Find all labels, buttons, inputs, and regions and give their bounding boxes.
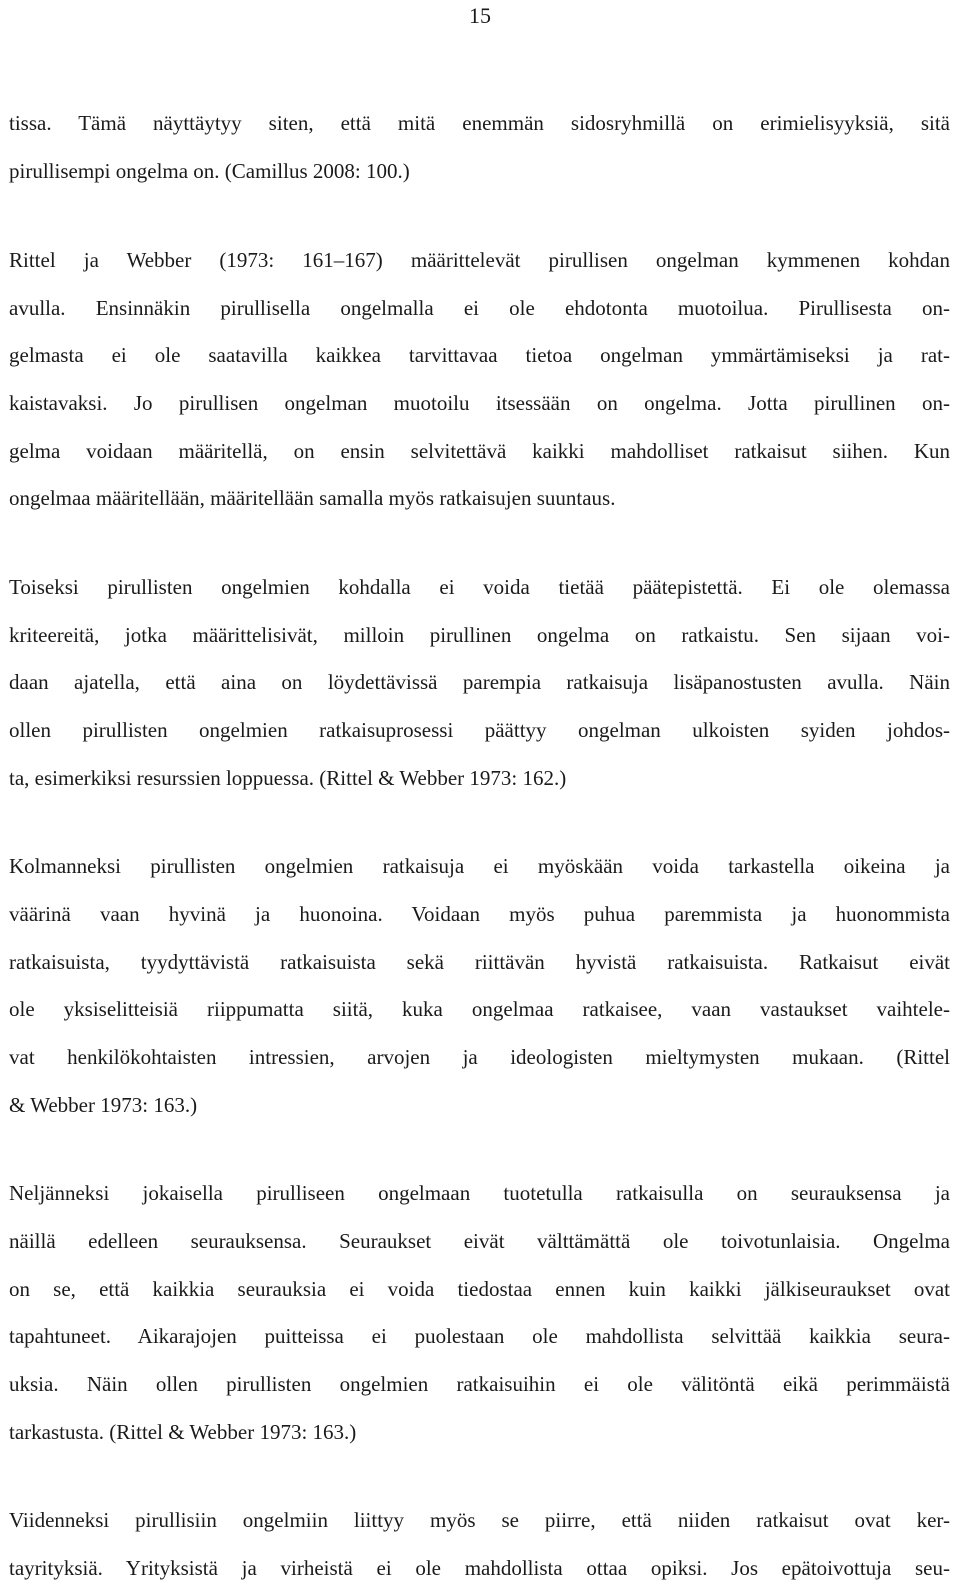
paragraph-5-line-2: näillä edelleen seurauksensa. Seuraukset eivät välttämättä ole toivotunlaisia. Ongelma xyxy=(9,1229,950,1253)
paragraph-2-line-2: avulla. Ensinnäkin pirullisella ongelmalla ei ole ehdotonta muotoilua. Pirullisesta on- xyxy=(9,296,950,320)
paragraph-5-line-1: Neljänneksi jokaisella pirulliseen ongelmaan tuotetulla ratkaisulla on seurauksensa ja xyxy=(9,1181,950,1205)
paragraph-3-line-3: daan ajatella, että aina on löydettävissä parempia ratkaisuja lisäpanostusten avulla. Näin xyxy=(9,670,950,694)
paragraph-3-line-2: kriteereitä, jotka määrittelisivät, milloin pirullinen ongelma on ratkaistu. Sen sijaan voi- xyxy=(9,623,950,647)
paragraph-2-line-4: kaistavaksi. Jo pirullisen ongelman muotoilu itsessään on ongelma. Jotta pirullinen on- xyxy=(9,391,950,415)
paragraph-1-line-1: tissa. Tämä näyttäytyy siten, että mitä enemmän sidosryhmillä on erimielisyyksiä, sitä xyxy=(9,111,950,135)
paragraph-3-line-5: ta, esimerkiksi resurssien loppuessa. (Rittel & Webber 1973: 162.) xyxy=(9,766,567,790)
paragraph-4-line-4: ole yksiselitteisiä riippumatta siitä, kuka ongelmaa ratkaisee, vaan vastaukset vaihtele- xyxy=(9,997,950,1021)
paragraph-4-line-1: Kolmanneksi pirullisten ongelmien ratkaisuja ei myöskään voida tarkastella oikeina ja xyxy=(9,854,950,878)
paragraph-3-line-4: ollen pirullisten ongelmien ratkaisuprosessi päättyy ongelman ulkoisten syiden johdos- xyxy=(9,718,950,742)
paragraph-2-line-3: gelmasta ei ole saatavilla kaikkea tarvittavaa tietoa ongelman ymmärtämiseksi ja rat- xyxy=(9,343,950,367)
paragraph-2-line-1: Rittel ja Webber (1973: 161–167) määrittelevät pirullisen ongelman kymmenen kohdan xyxy=(9,248,950,272)
paragraph-2-line-5: gelma voidaan määritellä, on ensin selvitettävä kaikki mahdolliset ratkaisut siihen. Kun xyxy=(9,439,950,463)
paragraph-5-line-5: uksia. Näin ollen pirullisten ongelmien ratkaisuihin ei ole välitöntä eikä perimmäistä xyxy=(9,1372,950,1396)
paragraph-4-line-3: ratkaisuista, tyydyttävistä ratkaisuista sekä riittävän hyvistä ratkaisuista. Ratkaisut eivät xyxy=(9,950,950,974)
paragraph-5-line-3: on se, että kaikkia seurauksia ei voida tiedostaa ennen kuin kaikki jälkiseuraukset ovat xyxy=(9,1277,950,1301)
paragraph-6-line-2: tayrityksiä. Yrityksistä ja virheistä ei ole mahdollista ottaa opiksi. Jos epätoivottuja seu- xyxy=(9,1556,950,1580)
paragraph-5-line-6: tarkastusta. (Rittel & Webber 1973: 163.) xyxy=(9,1420,357,1444)
paragraph-6-line-1: Viidenneksi pirullisiin ongelmiin liittyy myös se piirre, että niiden ratkaisut ovat ker- xyxy=(9,1508,950,1532)
paragraph-2-line-6: ongelmaa määritellään, määritellään samalla myös ratkaisujen suuntaus. xyxy=(9,486,616,510)
paragraph-5-line-4: tapahtuneet. Aikarajojen puitteissa ei puolestaan ole mahdollista selvittää kaikkia seura- xyxy=(9,1324,950,1348)
paragraph-1-line-2: pirullisempi ongelma on. (Camillus 2008: 100.) xyxy=(9,159,410,183)
paragraph-4-line-2: väärinä vaan hyvinä ja huonoina. Voidaan myös puhua paremmista ja huonommista xyxy=(9,902,950,926)
paragraph-3-line-1: Toiseksi pirullisten ongelmien kohdalla ei voida tietää päätepistettä. Ei ole olemassa xyxy=(9,575,950,599)
paragraph-4-line-6: & Webber 1973: 163.) xyxy=(9,1093,198,1117)
page-number: 15 xyxy=(469,3,491,28)
paragraph-4-line-5: vat henkilökohtaisten intressien, arvojen ja ideologisten mieltymysten mukaan. (Rittel xyxy=(9,1045,950,1069)
